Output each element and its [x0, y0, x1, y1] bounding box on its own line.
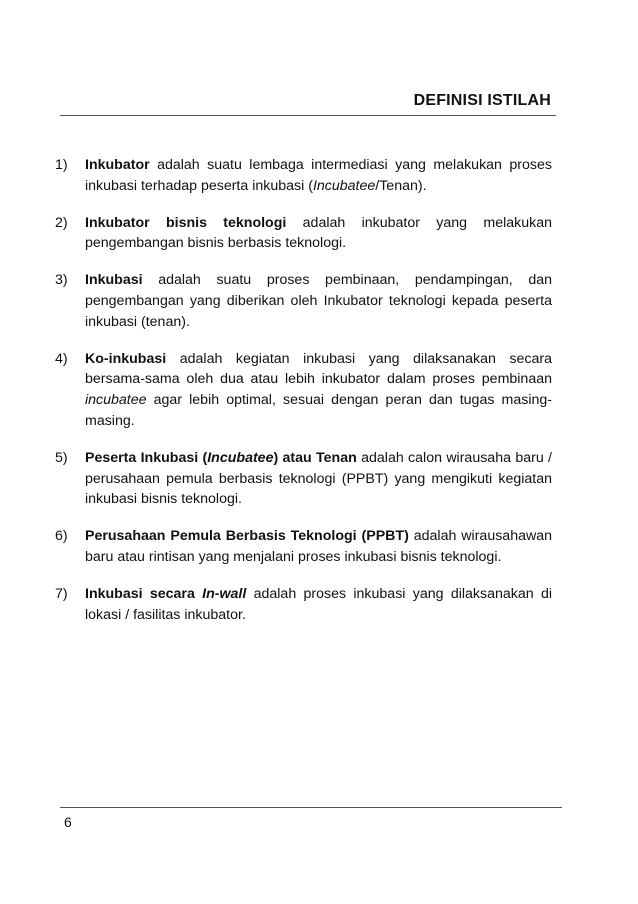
definition-text: agar lebih optimal, sesuai dengan peran dan tugas masing-masing. [85, 392, 552, 429]
term: Perusahaan Pemula Berbasis Teknologi (PPBT) [85, 528, 409, 545]
term-italic: Incubatee [207, 449, 274, 466]
definition-text: adalah suatu lembaga intermediasi yang melakukan proses inkubasi terhadap peserta inkubasi ( [85, 157, 552, 194]
definition-item-ppbt [55, 526, 552, 568]
term-part: Peserta Inkubasi ( [85, 449, 208, 466]
definition-text: adalah calon wirausaha baru / perusahaan pemula berbasis teknologi (PPBT) yang mengikuti kegiatan inkubasi bisnis teknologi. [85, 449, 552, 508]
definition-text: adalah kegiatan inkubasi yang dilaksanakan secara bersama-sama oleh dua atau lebih inkubator dalam proses pembinaan [85, 350, 552, 388]
definition-item-ko-inkubasi [55, 349, 552, 432]
footer-divider [60, 807, 562, 808]
title-divider [60, 115, 556, 116]
definition-item-inkubator-bisnis-teknologi [55, 213, 552, 255]
item-number: 4) [55, 350, 68, 367]
definition-italic: incubatee [85, 392, 147, 409]
term-part: Inkubasi secara [85, 585, 203, 602]
term [85, 450, 357, 466]
term: Ko-inkubasi [85, 350, 167, 367]
term [85, 586, 246, 602]
definition-list [55, 155, 552, 641]
term-part: ) atau Tenan [273, 449, 357, 466]
term-italic: In-wall [202, 585, 247, 602]
definition-text: adalah inkubator yang melakukan pengembangan bisnis berbasis teknologi. [85, 214, 552, 252]
item-number: 7) [55, 585, 68, 602]
item-number: 5) [55, 449, 68, 466]
definition-item-inkubator [55, 155, 552, 197]
definition-item-peserta-inkubasi [55, 448, 552, 510]
definition-italic: Incubatee [312, 177, 376, 194]
term: Inkubasi [85, 272, 143, 289]
page-number: 6 [64, 814, 72, 830]
definition-text: adalah proses inkubasi yang dilaksanakan di lokasi / fasilitas inkubator. [85, 585, 552, 623]
item-number: 3) [55, 272, 68, 289]
item-number: 6) [55, 528, 68, 545]
item-number: 2) [55, 214, 68, 231]
term: Inkubator [85, 157, 150, 173]
definition-text: adalah suatu proses pembinaan, pendampingan, dan pengembangan yang diberikan oleh Inkubator teknologi kepada peserta inkubasi (tenan). [85, 272, 552, 330]
term: Inkubator bisnis teknologi [85, 214, 287, 231]
definition-item-inkubasi [55, 270, 552, 332]
definition-item-inkubasi-in-wall [55, 584, 552, 626]
item-number: 1) [55, 157, 68, 173]
definition-text: adalah wirausahawan baru atau rintisan yang menjalani proses inkubasi bisnis teknologi. [85, 528, 552, 565]
definition-text: /Tenan). [375, 177, 427, 194]
page-title: DEFINISI ISTILAH [413, 92, 551, 109]
